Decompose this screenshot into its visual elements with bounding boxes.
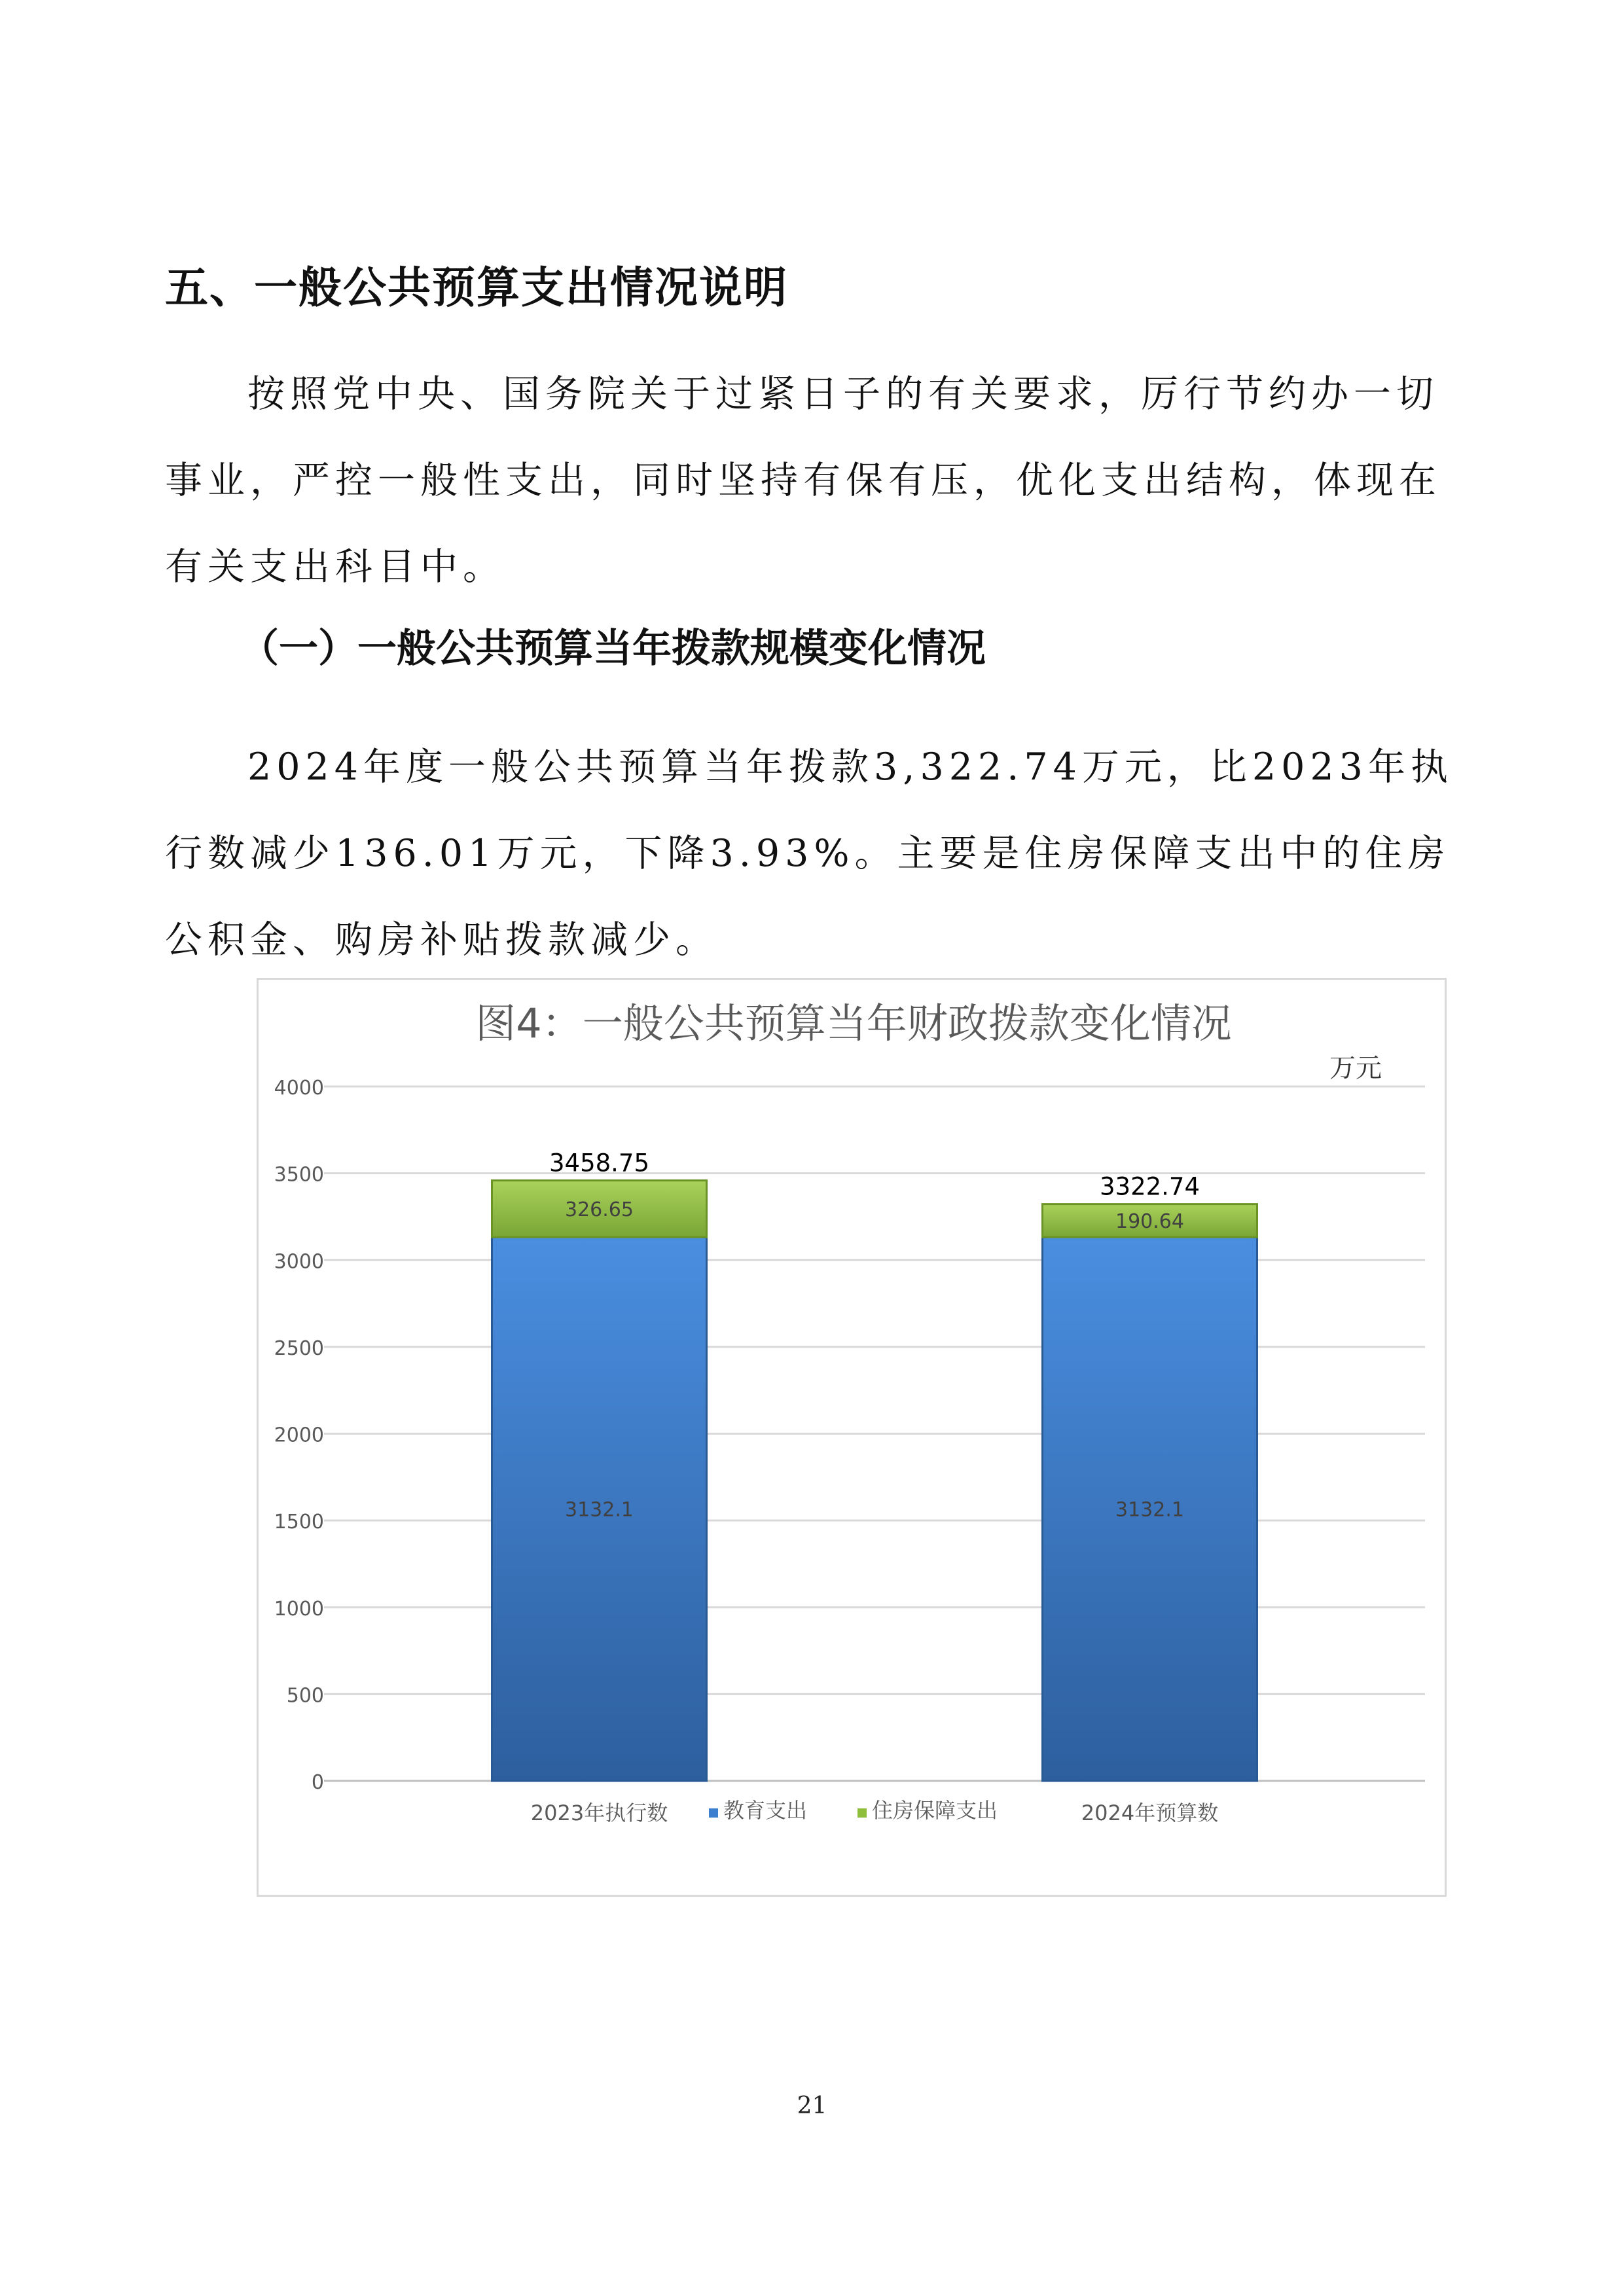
y-tick-label: 3000: [274, 1250, 324, 1274]
y-tick-label: 0: [311, 1771, 324, 1794]
x-tick-label: 2024年预算数: [1081, 1801, 1219, 1825]
data-label: 326.65: [565, 1198, 634, 1221]
allocation-paragraph-text: 2024年度一般公共预算当年拨款3,322.74万元，比2023年执行数减少136.01万元，下降3.93%。主要是住房保障支出中的住房公积金、购房补贴拨款减少。: [165, 745, 1453, 961]
chart-container: [257, 978, 1447, 1897]
y-tick-label: 2000: [274, 1424, 324, 1447]
intro-paragraph-text: 按照党中央、国务院关于过紧日子的有关要求，厉行节约办一切事业，严控一般性支出，同时坚持有保有压，优化支出结构，体现在有关支出科目中。: [165, 372, 1441, 588]
legend-swatch: [709, 1808, 718, 1818]
y-tick-label: 500: [286, 1684, 324, 1708]
y-tick-label: 1500: [274, 1511, 324, 1534]
legend-swatch: [857, 1808, 867, 1818]
y-tick-label: 3500: [274, 1163, 324, 1187]
data-label: 190.64: [1115, 1210, 1184, 1233]
legend-label: 住房保障支出: [872, 1798, 998, 1823]
y-tick-label: 1000: [274, 1597, 324, 1621]
data-label: 3132.1: [1115, 1498, 1184, 1522]
total-label: 3322.74: [1099, 1172, 1200, 1201]
intro-paragraph: [165, 351, 1474, 610]
chart-title: 图4：一般公共预算当年财政拨款变化情况: [475, 999, 1232, 1047]
stacked-bar-chart: [259, 980, 1445, 1895]
total-label: 3458.75: [549, 1149, 650, 1177]
section-heading: 五、一般公共预算支出情况说明: [165, 262, 788, 313]
legend-label: 教育支出: [723, 1798, 808, 1823]
x-tick-label: 2023年执行数: [530, 1801, 668, 1825]
subsection-heading: （一）一般公共预算当年拨款规模变化情况: [240, 626, 986, 672]
page-number: 21: [797, 2092, 827, 2119]
allocation-paragraph: [165, 724, 1474, 983]
chart-unit: 万元: [1329, 1053, 1382, 1083]
data-label: 3132.1: [565, 1498, 634, 1522]
y-tick-label: 4000: [274, 1077, 324, 1100]
y-tick-label: 2500: [274, 1336, 324, 1360]
